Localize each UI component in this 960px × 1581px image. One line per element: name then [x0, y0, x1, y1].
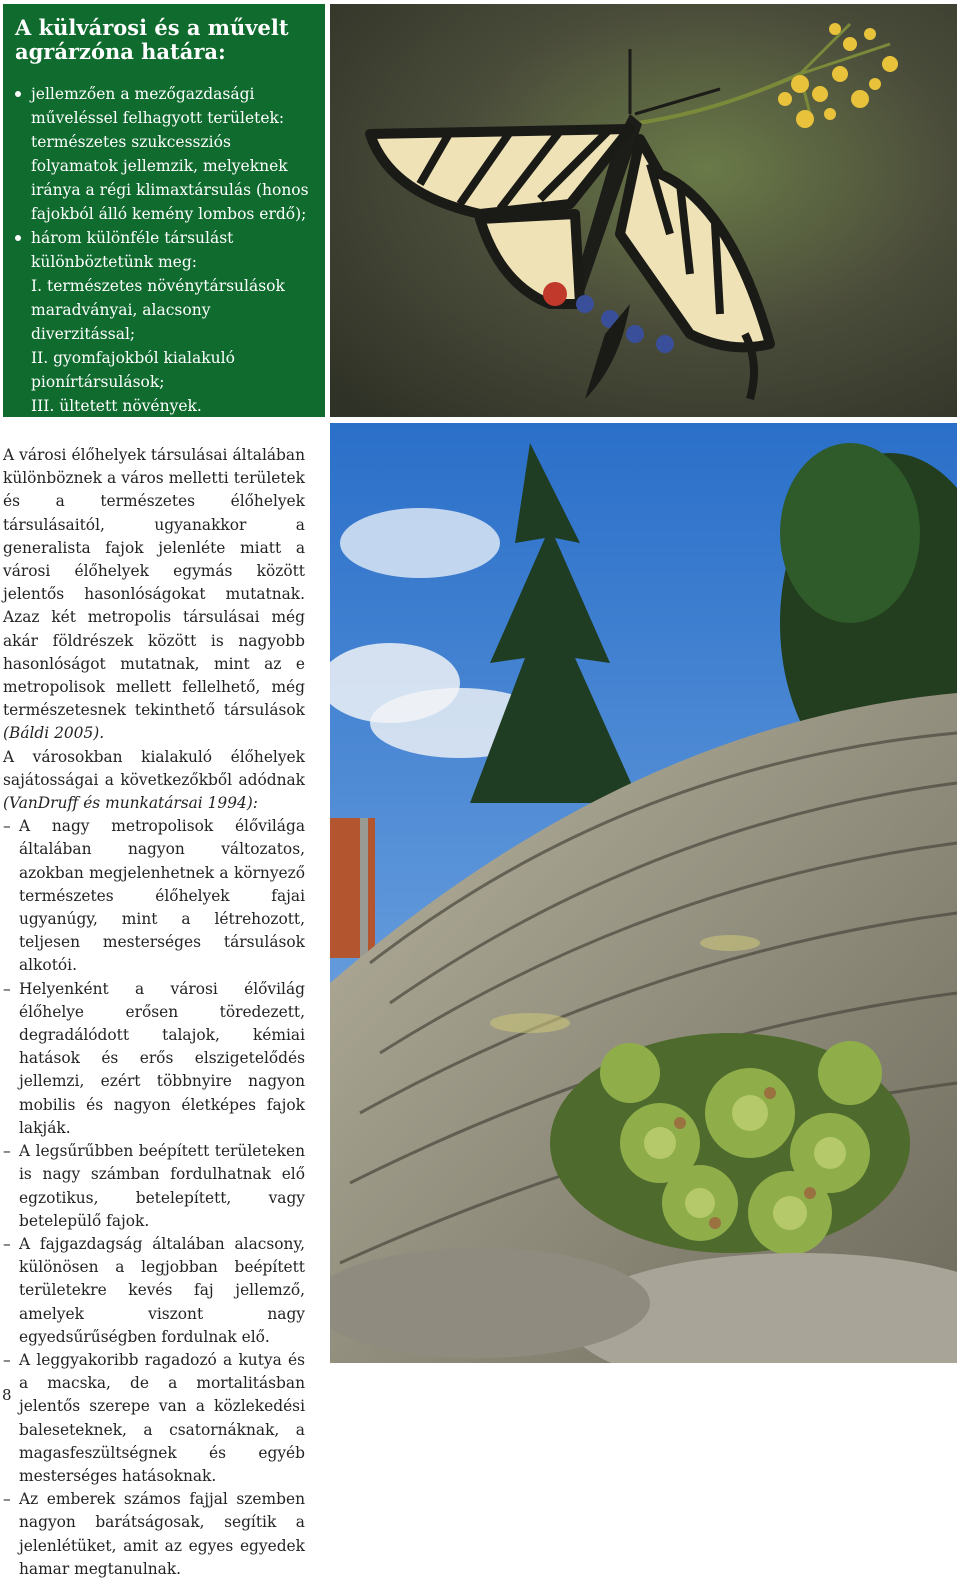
list-item: – Az emberek számos fajjal szemben nagyon barátságosak, segítik a jelenlétüket, amit az egyes egyedek hamar megtanulnak. [3, 1490, 305, 1578]
info-box-subitem: I. természetes növénytársulások maradványai, alacsony diverzitással; [31, 277, 285, 343]
succulent-roof-icon [330, 423, 957, 1363]
list-item: – A fajgazdagság általában alacsony, különösen a legjobban beépített területekre kevés faj jellemző, amelyek viszont nagy egyedsűrűségben fordulnak elő. [3, 1234, 305, 1346]
swallowtail-butterfly-icon [330, 4, 957, 417]
list-item: – A legsűrűbben beépített területeken is nagy számban fordulhatnak elő egzotikus, betelepített, vagy betelepülő fajok. [3, 1142, 305, 1230]
info-box-list [15, 82, 315, 418]
list-item: – A leggyakoribb ragadozó a kutya és a macska, de a mortalitásban jelentős szerepe van a közlekedési baleseteknek, a csatornáknak, a magasfeszültségnek és egyéb mesterséges hatásoknak. [3, 1350, 305, 1485]
rooftop-photo [330, 423, 957, 1363]
info-box-item: jellemzően a mezőgazdasági műveléssel felhagyott területek: természetes szukcessziós folyamatok jellemzik, melyeknek iránya a régi klimaxtársulás (honos fajokból álló kemény lombos erdő); [15, 82, 315, 226]
list-item: – A nagy metropolisok élővilága általában nagyon változatos, azokban megjelenhetnek a környező természetes élőhelyek fajai ugyanúgy, mint a létrehozott, teljesen mesterséges társulások alkotói. [3, 817, 305, 975]
info-box-item: három különféle társulást különböztetünk meg: [15, 226, 315, 274]
citation: (Báldi 2005). [3, 724, 105, 743]
info-box-subitem: III. ültetett növények. [31, 397, 202, 415]
list-item: – Helyenként a városi élővilág élőhelye erősen töredezett, degradálódott talajok, kémiai hatások és erős elszigetelődés jellemzi, ezért többnyire nagyon mobilis és nagyon életképes fajok lakják. [3, 979, 305, 1137]
info-box-subitem: II. gyomfajokból kialakuló pionírtársulások; [31, 349, 235, 391]
paragraph: A városokban kialakuló élőhelyek sajátosságai a következőkből adódnak (VanDruff és munkatársai 1994): [3, 747, 305, 813]
citation: (VanDruff és munkatársai 1994): [3, 794, 258, 813]
article-body [3, 444, 305, 1581]
info-box-title: A külvárosi és a művelt agrárzóna határa: [15, 15, 289, 64]
page-number: 8 [2, 1386, 12, 1404]
butterfly-photo [330, 4, 957, 417]
paragraph: A városi élőhelyek társulásai általában különböznek a város melletti területek és a természetes élőhelyek társulásaitól, ugyanakkor a generalista fajok jelenléte miatt a városi élőhelyek egymás között jelentős hasonlóságokat mutatnak. Azaz két metropolis társulásai még akár földrészek között is nagyobb hasonlóságot mutatnak, mint az e metropolisok mellett fellelhető, még természetesnek tekinthető társulások (Báldi 2005). [3, 446, 305, 743]
sidebar-info-box [3, 4, 325, 417]
